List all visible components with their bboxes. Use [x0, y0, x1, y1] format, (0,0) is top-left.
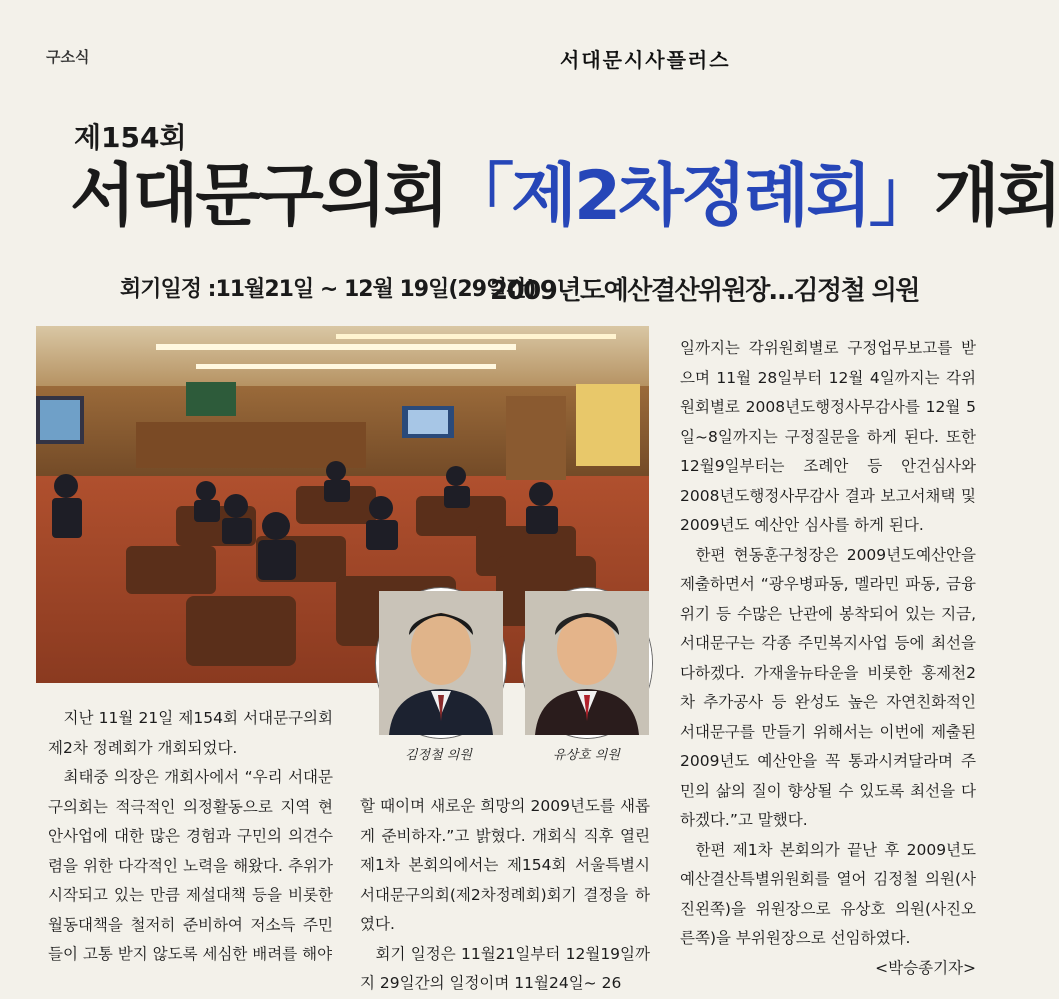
- person-icon: [525, 591, 649, 735]
- caption-kim: 김정철 의원: [405, 748, 472, 763]
- paragraph: 최태중 의장은 개회사에서 “우리 서대문구의회는 적극적인 의정활동으로 지역 현안사업에 대한 많은 경험과 구민의 의견수렴을 위한 다각적인 노력을 해왔다. 추위가 시작되고 있는 만큼 제설대책 등을 비롯한 월동대책을 철저히 준비하여 저소득 주민들이 고통 받지 않도록 세심한 배려를 해야: [48, 768, 333, 963]
- session-schedule: 회기일정 :11월21일 ~ 12월 19일(29일간): [120, 277, 536, 302]
- committee-chair: 2009년도예산결산위원장…김정철 의원: [490, 276, 920, 306]
- paragraph: 지난 11월 21일 제154회 서대문구의회 제2차 정례회가 개회되었다.: [48, 709, 333, 757]
- paragraph: 할 때이며 새로운 희망의 2009년도를 새롭게 준비하자.”고 밝혔다. 개회식 직후 열린 제1차 본회의에서는 제154회 서울특별시서대문구의회(제2차정례회)회기 결정을 하였다.: [360, 797, 650, 933]
- person-icon: [379, 591, 503, 735]
- paragraph: 회기 일정은 11월21일부터 12월19일까지 29일간의 일정이며 11월24일~ 26: [360, 944, 650, 992]
- article-column-3: [680, 334, 976, 983]
- session-number: 제154회: [74, 121, 187, 154]
- article-column-1: [48, 704, 333, 970]
- portrait-yoo: [522, 588, 652, 738]
- headline-highlight: 「제2차정례회」: [446, 157, 934, 236]
- headline-main: 서대문구의회: [70, 157, 447, 236]
- section-label: 구소식: [46, 48, 90, 66]
- article-column-2: [360, 792, 650, 999]
- caption-yoo: 유상호 의원: [553, 748, 620, 763]
- paragraph: 일까지는 각위원회별로 구정업무보고를 받으며 11월 28일부터 12월 4일까지는 각위원회별로 2008년도행정사무감사를 12월 5일~8일까지는 구정질문을 하게 된다. 또한 12월9일부터는 조례안 등 안건심사와 2008년도행정사무감사 결과 보고서채택 및 2009년도 예산안 심사를 하게 된다.: [680, 339, 976, 534]
- paragraph: 한편 현동훈구청장은 2009년도예산안을 제출하면서 “광우병파동, 멜라민 파동, 금융위기 등 수많은 난관에 봉착되어 있는 지금, 서대문구는 각종 주민복지사업 등에 최선을 다하겠다. 가재울뉴타운을 비롯한 홍제천2차 추가공사 등 완성도 높은 자연친화적인 서대문구를 만들기 위해서는 이번에 제출된 2009년도 예산안을 꼭 통과시켜달라며 주민의 삶의 질이 향상될 수 있도록 최선을 다하겠다.”고 말했다.: [680, 545, 976, 829]
- newspaper-name: 서대문시사플러스: [560, 48, 731, 72]
- headline: [70, 157, 1059, 236]
- paragraph: 한편 제1차 본회의가 끝난 후 2009년도 예산결산특별위원회를 열어 김정철 의원(사진왼쪽)을 위원장으로 유상호 의원(사진오른쪽)을 부위원장으로 선임하였다.: [680, 840, 976, 947]
- headline-end: 개회: [933, 157, 1059, 236]
- portrait-kim: [376, 588, 506, 738]
- byline: <박승종기자>: [875, 958, 976, 977]
